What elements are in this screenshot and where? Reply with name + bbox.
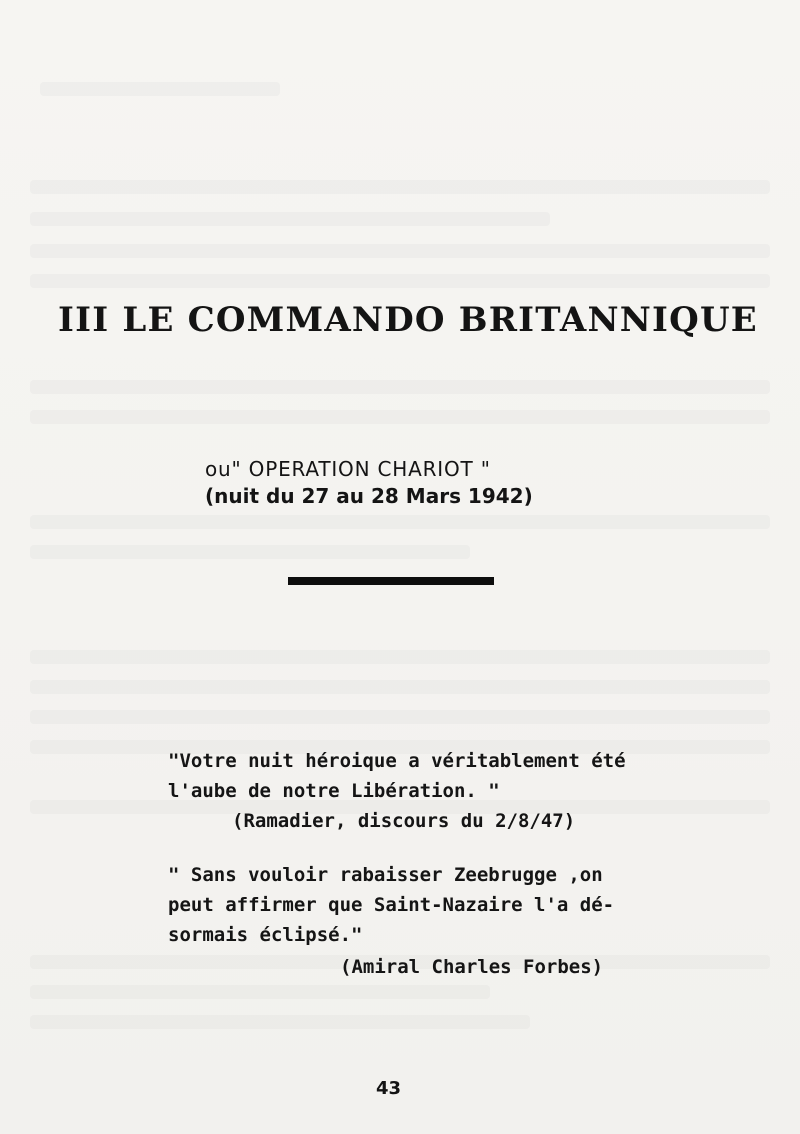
- bleed-through-mark: [30, 410, 770, 424]
- quote-line: sormais éclipsé.": [168, 924, 363, 946]
- page-number: 43: [376, 1078, 402, 1099]
- operation-date: (nuit du 27 au 28 Mars 1942): [205, 484, 533, 508]
- bleed-through-mark: [40, 82, 280, 96]
- quote-attribution: (Amiral Charles Forbes): [340, 956, 604, 978]
- quote-attribution: (Ramadier, discours du 2/8/47): [232, 810, 576, 832]
- bleed-through-mark: [30, 244, 770, 258]
- bleed-through-mark: [30, 680, 770, 694]
- bleed-through-mark: [30, 1015, 530, 1029]
- quote-line: l'aube de notre Libération. ": [168, 780, 500, 802]
- bleed-through-mark: [30, 380, 770, 394]
- bleed-through-mark: [30, 545, 470, 559]
- bleed-through-mark: [30, 515, 770, 529]
- quote-line: "Votre nuit héroique a véritablement été: [168, 750, 626, 772]
- quote-line: " Sans vouloir rabaisser Zeebrugge ,on: [168, 864, 603, 886]
- bleed-through-mark: [30, 650, 770, 664]
- bleed-through-mark: [30, 274, 770, 288]
- bleed-through-mark: [30, 212, 550, 226]
- operation-name: ou" OPERATION CHARIOT ": [205, 457, 491, 481]
- bleed-through-mark: [30, 985, 490, 999]
- title-divider: [288, 577, 494, 585]
- chapter-title: III LE COMMANDO BRITANNIQUE: [58, 300, 758, 340]
- bleed-through-mark: [30, 180, 770, 194]
- quote-line: peut affirmer que Saint-Nazaire l'a dé-: [168, 894, 615, 916]
- bleed-through-mark: [30, 710, 770, 724]
